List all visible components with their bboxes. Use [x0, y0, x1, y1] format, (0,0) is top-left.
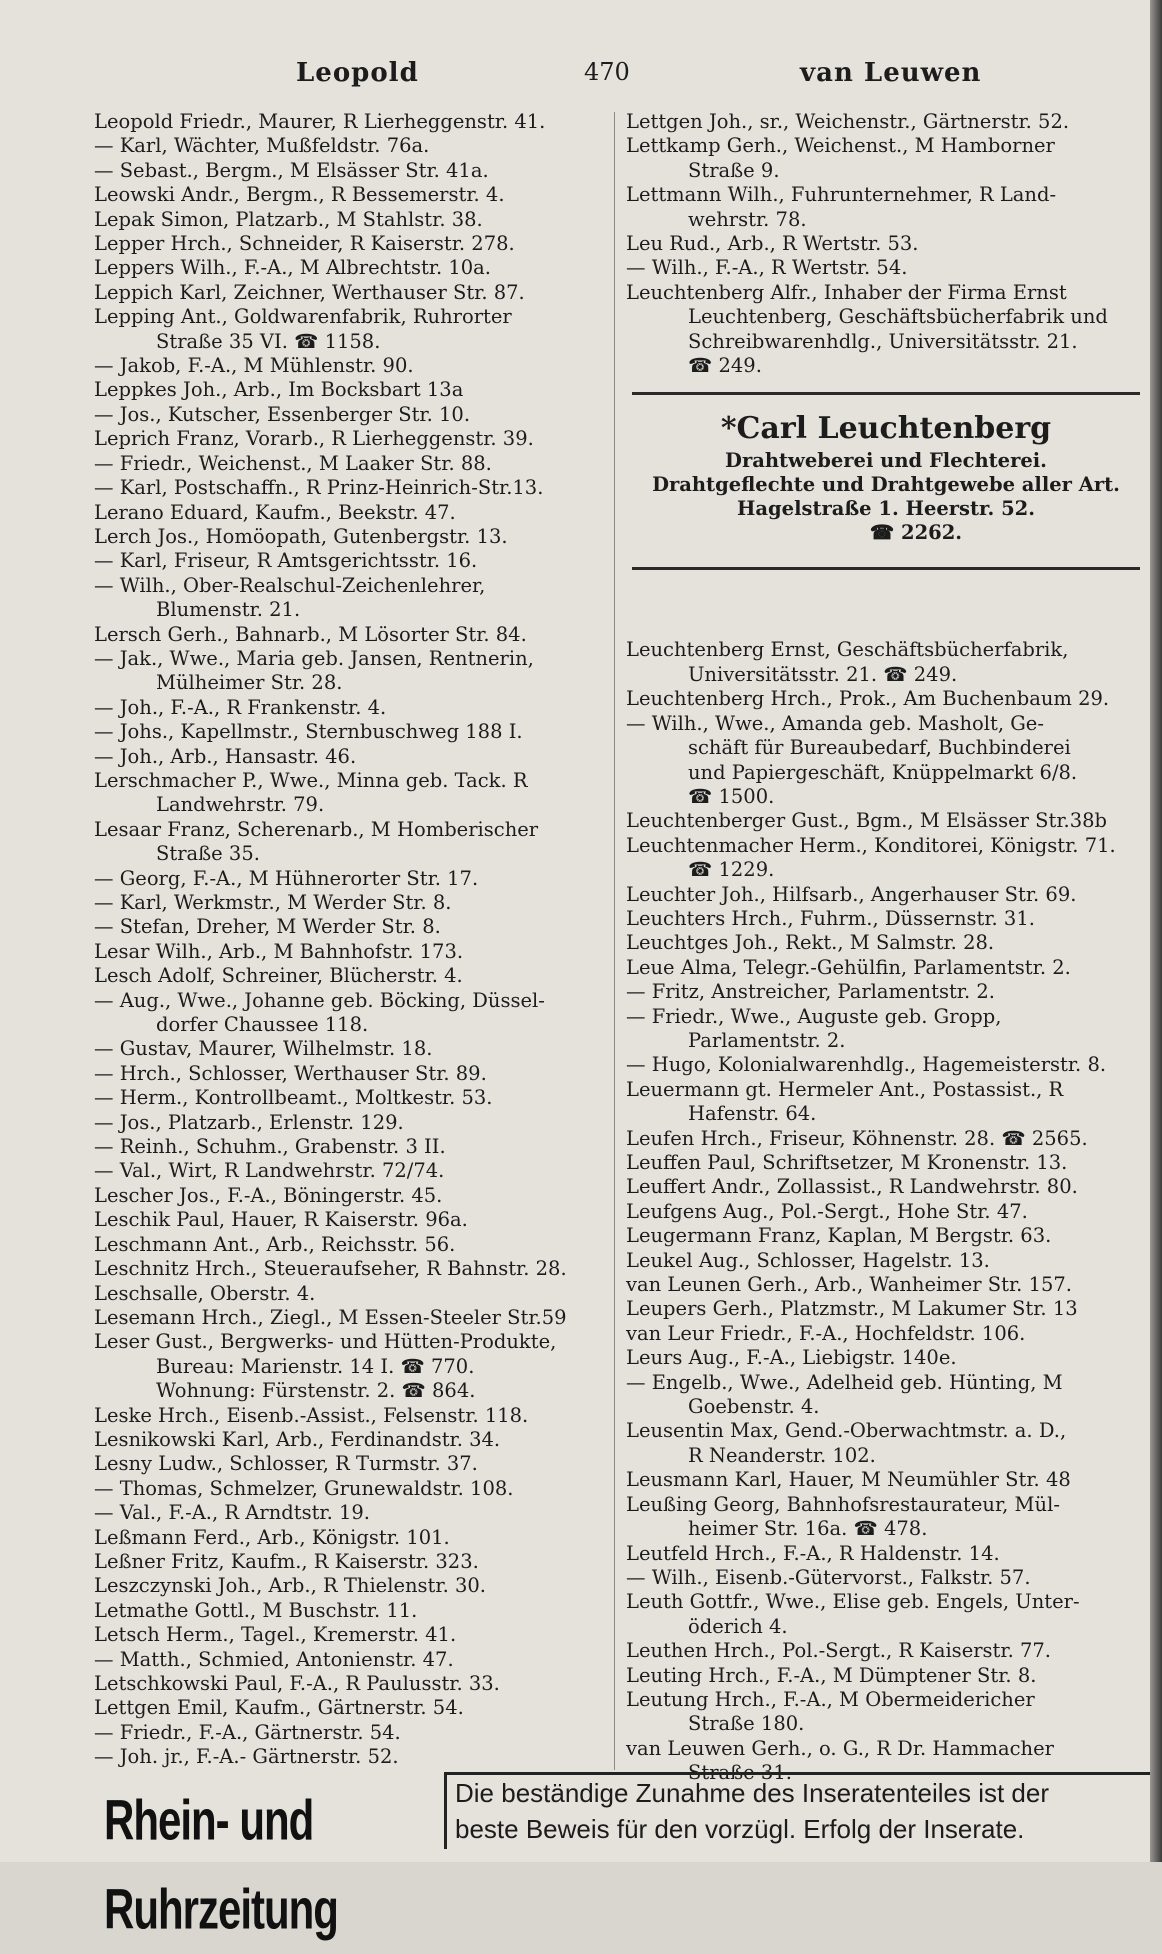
advert-line-1: Drahtweberei und Flechterei.	[725, 449, 1047, 473]
directory-entry-line: Leuchtenberg Alfr., Inhaber der Firma Ernst	[626, 280, 1067, 304]
directory-entry-line: Lerschmacher P., Wwe., Minna geb. Tack. R	[94, 768, 528, 792]
page-number: 470	[584, 58, 630, 86]
directory-entry-line: Leuting Hrch., F.-A., M Dümptener Str. 8.	[626, 1663, 1037, 1687]
directory-entry-line: Lerch Jos., Homöopath, Gutenbergstr. 13.	[94, 524, 508, 548]
directory-entry-line: Leppich Karl, Zeichner, Werthauser Str. 87.	[94, 280, 525, 304]
directory-entry-line: — Karl, Friseur, R Amtsgerichtsstr. 16.	[94, 549, 478, 573]
directory-entry-line: Lesar Wilh., Arb., M Bahnhofstr. 173.	[94, 939, 464, 963]
directory-entry-line: Lepping Ant., Goldwarenfabrik, Ruhrorter	[94, 305, 512, 329]
directory-entry-line: Leprich Franz, Vorarb., R Lierheggenstr. 39.	[94, 427, 534, 451]
directory-entry-line: Leowski Andr., Bergm., R Bessemerstr. 4.	[94, 183, 505, 207]
directory-entry-line: — Friedr., Wwe., Auguste geb. Gropp,	[626, 1004, 1002, 1028]
directory-entry-line: van Leur Friedr., F.-A., Hochfeldstr. 106.	[626, 1321, 1026, 1345]
directory-entry-line: schäft für Bureaubedarf, Buchbinderei	[688, 736, 1071, 760]
advert-company-name: *Carl Leuchtenberg	[720, 411, 1052, 447]
directory-entry-line: van Leunen Gerh., Arb., Wanheimer Str. 157.	[626, 1273, 1072, 1297]
directory-entry-line: Leutung Hrch., F.-A., M Obermeidericher	[626, 1687, 1035, 1711]
directory-entry-line: Leuchter Joh., Hilfsarb., Angerhauser Str. 69.	[626, 882, 1077, 906]
directory-entry-line: ☎ 249.	[688, 354, 762, 378]
directory-entry-line: Lesch Adolf, Schreiner, Blücherstr. 4.	[94, 964, 463, 988]
page-binding-edge	[1150, 0, 1162, 1862]
directory-entry-line: Leuchtenmacher Herm., Konditorei, Königstr. 71.	[626, 833, 1116, 857]
directory-entry-line: Leusmann Karl, Hauer, M Neumühler Str. 48	[626, 1468, 1071, 1492]
directory-entry-line: — Jakob, F.-A., M Mühlenstr. 90.	[94, 354, 414, 378]
footer-advert	[94, 1772, 1150, 1941]
directory-entry-line: — Wilh., Wwe., Amanda geb. Masholt, Ge-	[626, 711, 1044, 735]
directory-entry-line: Leske Hrch., Eisenb.-Assist., Felsenstr. 118.	[94, 1403, 529, 1427]
directory-entry-line: Straße 31.	[688, 1761, 792, 1785]
directory-entry-line: Letsch Herm., Tagel., Kremerstr. 41.	[94, 1623, 457, 1647]
directory-entry-line: Leuthen Hrch., Pol.-Sergt., R Kaiserstr. 77.	[626, 1639, 1051, 1663]
directory-entry-line: — Aug., Wwe., Johanne geb. Böcking, Düssel-	[94, 988, 545, 1012]
directory-entry-line: Lepak Simon, Platzarb., M Stahlstr. 38.	[94, 207, 483, 231]
left-column	[94, 110, 606, 1770]
directory-entry-line: Leuchtenberger Gust., Bgm., M Elsässer Str.38b	[626, 809, 1108, 833]
directory-entry-line: Leusentin Max, Gend.-Oberwachtmstr. a. D.,	[626, 1419, 1067, 1443]
directory-entry-line: Lescher Jos., F.-A., Böningerstr. 45.	[94, 1183, 443, 1207]
directory-entry-line: Hafenstr. 64.	[688, 1102, 817, 1126]
directory-entry-line: Leurs Aug., F.-A., Liebigstr. 140e.	[626, 1346, 957, 1370]
directory-entry-line: — Jak., Wwe., Maria geb. Jansen, Rentnerin,	[94, 646, 534, 670]
directory-entry-line: — Joh. jr., F.-A.- Gärtnerstr. 52.	[94, 1745, 399, 1769]
directory-entry-line: Letmathe Gottl., M Buschstr. 11.	[94, 1598, 418, 1622]
directory-entry-line: — Val., Wirt, R Landwehrstr. 72/74.	[94, 1159, 445, 1183]
footer-slogan-line-2: beste Beweis für den vorzügl. Erfolg der Inserate.	[455, 1814, 1025, 1844]
directory-entry-line: Leppkes Joh., Arb., Im Bocksbart 13a	[94, 378, 464, 402]
header-left-keyword: Leopold	[296, 58, 419, 88]
directory-entry-line: — Fritz, Anstreicher, Parlamentstr. 2.	[626, 980, 995, 1004]
directory-entry-line: Landwehrstr. 79.	[156, 793, 325, 817]
directory-entry-line: — Joh., F.-A., R Frankenstr. 4.	[94, 695, 387, 719]
advert-line-3: Hagelstraße 1. Heerstr. 52.	[736, 497, 1036, 521]
directory-entry-line: Leußing Georg, Bahnhofsrestaurateur, Mül-	[626, 1492, 1060, 1516]
column-divider	[614, 112, 615, 1770]
directory-entry-line: Lerano Eduard, Kaufm., Beekstr. 47.	[94, 500, 456, 524]
directory-entry-line: Leukel Aug., Schlosser, Hagelstr. 13.	[626, 1248, 990, 1272]
directory-entry-line: Leuermann gt. Hermeler Ant., Postassist., R	[626, 1077, 1064, 1101]
right-column	[626, 110, 1146, 1786]
directory-entry-line: Leufgens Aug., Pol.-Sergt., Hohe Str. 47.	[626, 1199, 1028, 1223]
directory-entry-line: Goebenstr. 4.	[688, 1395, 820, 1419]
directory-entry-line: — Hrch., Schlosser, Werthauser Str. 89.	[94, 1061, 487, 1085]
directory-entry-line: — Friedr., Weichenst., M Laaker Str. 88.	[94, 451, 492, 475]
directory-entry-line: Leue Alma, Telegr.-Gehülfin, Parlamentstr. 2.	[626, 955, 1071, 979]
directory-entry-line: Lettgen Joh., sr., Weichenstr., Gärtnerstr. 52.	[626, 110, 1070, 133]
directory-entry-line: wehrstr. 78.	[688, 207, 807, 231]
directory-entry-line: Wohnung: Fürstenstr. 2. ☎ 864.	[156, 1379, 476, 1403]
directory-entry-line: — Gustav, Maurer, Wilhelmstr. 18.	[94, 1037, 433, 1061]
directory-entry-line: Bureau: Marienstr. 14 I. ☎ 770.	[156, 1354, 475, 1378]
directory-entry-line: Leszczynski Joh., Arb., R Thielenstr. 30.	[94, 1574, 486, 1598]
directory-entry-line: Leuffert Andr., Zollassist., R Landwehrstr. 80.	[626, 1175, 1078, 1199]
directory-entry-line: Leuchtenberg Ernst, Geschäftsbücherfabrik,	[626, 638, 1069, 662]
directory-entry-line: Leuffen Paul, Schriftsetzer, M Kronenstr. 13.	[626, 1151, 1068, 1174]
directory-entry-line: und Papiergeschäft, Knüppelmarkt 6/8.	[688, 760, 1078, 784]
directory-entry-line: Universitätsstr. 21. ☎ 249.	[688, 662, 958, 686]
directory-entry-line: Straße 9.	[688, 158, 780, 182]
directory-entry-line: Leßner Fritz, Kaufm., R Kaiserstr. 323.	[94, 1549, 479, 1573]
directory-entry-line: Leuchters Hrch., Fuhrm., Düssernstr. 31.	[626, 906, 1035, 930]
directory-entry-line: — Friedr., F.-A., Gärtnerstr. 54.	[94, 1720, 401, 1744]
directory-entry-line: — Wilh., F.-A., R Wertstr. 54.	[626, 256, 908, 280]
directory-entry-line: ☎ 1500.	[688, 784, 775, 808]
directory-entry-line: Leppers Wilh., F.-A., M Albrechtstr. 10a.	[94, 256, 492, 280]
directory-entry-line: — Stefan, Dreher, M Werder Str. 8.	[94, 915, 441, 939]
directory-entry-line: R Neanderstr. 102.	[688, 1443, 876, 1467]
advert-line-2: Drahtgeflechte und Drahtgewebe aller Art.	[652, 473, 1120, 497]
directory-entry-line: Lepper Hrch., Schneider, R Kaiserstr. 278.	[94, 232, 515, 256]
advertisement-carl-leuchtenberg	[626, 392, 1146, 545]
directory-entry-line: Mülheimer Str. 28.	[156, 671, 343, 695]
directory-entry-line: Leser Gust., Bergwerks- und Hütten-Produkte,	[94, 1330, 557, 1354]
directory-entry-line: — Val., F.-A., R Arndtstr. 19.	[94, 1501, 370, 1525]
directory-entry-line: — Joh., Arb., Hansastr. 46.	[94, 744, 357, 768]
directory-entry-line: Lettkamp Gerh., Weichenst., M Hamborner	[626, 134, 1055, 158]
directory-entry-line: Leupers Gerh., Platzmstr., M Lakumer Str. 13	[626, 1297, 1078, 1321]
directory-entry-line: Leschmann Ant., Arb., Reichsstr. 56.	[94, 1232, 456, 1256]
directory-entry-line: Lesemann Hrch., Ziegl., M Essen-Steeler Str.59	[94, 1305, 567, 1329]
directory-entry-line: Lesny Ludw., Schlosser, R Turmstr. 37.	[94, 1452, 478, 1476]
directory-entry-line: Straße 180.	[688, 1712, 805, 1736]
directory-entry-line: öderich 4.	[688, 1614, 788, 1638]
directory-entry-line: Leu Rud., Arb., R Wertstr. 53.	[626, 232, 919, 256]
directory-entry-line: Blumenstr. 21.	[156, 598, 301, 622]
directory-entry-line: Parlamentstr. 2.	[688, 1028, 846, 1052]
right-column-top-entries	[626, 110, 1146, 378]
directory-entry-line: Leuchtenberg, Geschäftsbücherfabrik und	[688, 305, 1108, 329]
footer-slogan-box	[444, 1772, 1155, 1849]
directory-entry-line: ☎ 1229.	[688, 858, 775, 882]
directory-entry-line: — Wilh., Ober-Realschul-Zeichenlehrer,	[94, 573, 486, 597]
advert-top-rule	[632, 392, 1140, 395]
directory-entry-line: — Sebast., Bergm., M Elsässer Str. 41a.	[94, 158, 489, 182]
directory-entry-line: Straße 35 VI. ☎ 1158.	[156, 329, 381, 353]
directory-entry-line: Lettgen Emil, Kaufm., Gärtnerstr. 54.	[94, 1696, 464, 1720]
directory-entry-line: heimer Str. 16a. ☎ 478.	[688, 1517, 928, 1541]
directory-entry-line: Leuth Gottfr., Wwe., Elise geb. Engels, Unter-	[626, 1590, 1080, 1614]
directory-entry-line: — Johs., Kapellmstr., Sternbuschweg 188 I.	[94, 720, 523, 744]
directory-entry-line: Leuchtenberg Hrch., Prok., Am Buchenbaum 29.	[626, 687, 1110, 711]
directory-entry-line: Leßmann Ferd., Arb., Königstr. 101.	[94, 1525, 450, 1549]
directory-entry-line: Lesnikowski Karl, Arb., Ferdinandstr. 34.	[94, 1427, 501, 1451]
advert-bottom-rule	[632, 567, 1140, 570]
directory-entry-line: — Reinh., Schuhm., Grabenstr. 3 II.	[94, 1135, 446, 1159]
newspaper-brand-logo: Rhein- und Ruhrzeitung	[104, 1788, 338, 1941]
page-header	[0, 58, 1150, 98]
right-column-bottom-entries	[626, 638, 1146, 1785]
directory-entry-line: Leuchtges Joh., Rekt., M Salmstr. 28.	[626, 931, 995, 955]
directory-entry-line: Lettmann Wilh., Fuhrunternehmer, R Land-	[626, 183, 1057, 207]
directory-entry-line: — Georg, F.-A., M Hühnerorter Str. 17.	[94, 866, 479, 890]
directory-entry-line: Lesaar Franz, Scherenarb., M Homberischer	[94, 817, 539, 841]
directory-entry-line: Letschkowski Paul, F.-A., R Paulusstr. 33.	[94, 1672, 500, 1695]
directory-entry-line: — Thomas, Schmelzer, Grunewaldstr. 108.	[94, 1476, 514, 1500]
directory-entry-line: Leutfeld Hrch., F.-A., R Haldenstr. 14.	[626, 1541, 1000, 1565]
directory-entry-line: — Matth., Schmied, Antonienstr. 47.	[94, 1647, 454, 1671]
directory-entry-line: — Karl, Werkmstr., M Werder Str. 8.	[94, 891, 452, 914]
directory-entry-line: Leschik Paul, Hauer, R Kaiserstr. 96a.	[94, 1208, 468, 1232]
directory-entry-line: — Jos., Kutscher, Essenberger Str. 10.	[94, 402, 471, 426]
directory-entry-line: Schreibwarenhdlg., Universitätsstr. 21.	[688, 329, 1078, 353]
directory-entry-line: Leschsalle, Oberstr. 4.	[94, 1281, 316, 1305]
directory-entry-line: Leufen Hrch., Friseur, Köhnenstr. 28. ☎ 2565.	[626, 1126, 1088, 1150]
directory-entry-line: — Herm., Kontrollbeamt., Moltkestr. 53.	[94, 1086, 493, 1110]
advert-phone: ☎ 2262.	[869, 521, 963, 545]
directory-entry-line: — Karl, Wächter, Mußfeldstr. 76a.	[94, 134, 430, 158]
directory-entry-line: — Hugo, Kolonialwarenhdlg., Hagemeisterstr. 8.	[626, 1053, 1107, 1077]
directory-entry-line: Leopold Friedr., Maurer, R Lierheggenstr. 41.	[94, 110, 546, 133]
directory-entry-line: van Leuwen Gerh., o. G., R Dr. Hammacher	[626, 1736, 1054, 1760]
header-right-keyword: van Leuwen	[800, 58, 982, 88]
directory-entry-line: — Engelb., Wwe., Adelheid geb. Hünting, M	[626, 1370, 1063, 1394]
directory-entry-line: Lersch Gerh., Bahnarb., M Lösorter Str. 84.	[94, 622, 527, 646]
directory-entry-line: Leugermann Franz, Kaplan, M Bergstr. 63.	[626, 1224, 1052, 1248]
directory-entry-line: — Karl, Postschaffn., R Prinz-Heinrich-Str.13.	[94, 476, 544, 500]
directory-entry-line: — Jos., Platzarb., Erlenstr. 129.	[94, 1110, 404, 1134]
directory-entry-line: dorfer Chaussee 118.	[156, 1013, 369, 1037]
directory-entry-line: — Wilh., Eisenb.-Gütervorst., Falkstr. 57.	[626, 1565, 1031, 1589]
footer-slogan-line-1: Die beständige Zunahme des Inseratenteiles ist der	[455, 1778, 1050, 1808]
directory-entry-line: Straße 35.	[156, 842, 260, 866]
directory-entry-line: Leschnitz Hrch., Steueraufseher, R Bahnstr. 28.	[94, 1257, 567, 1281]
